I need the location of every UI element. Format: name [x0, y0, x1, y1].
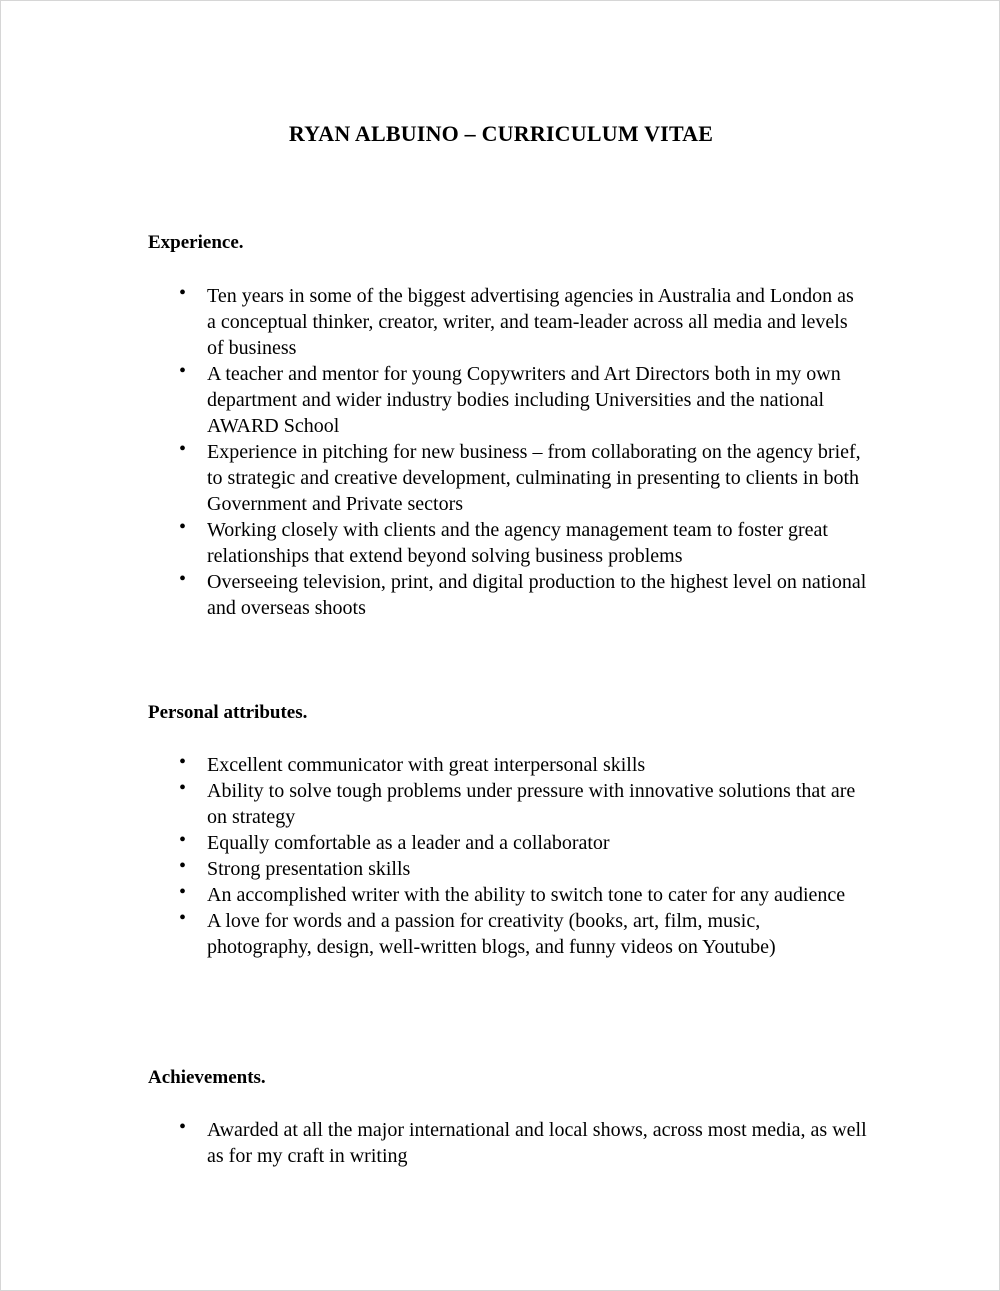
list-item: [179, 438, 867, 517]
list-item-text: Ability to solve tough problems under pressure with innovative solutions that are on strategy: [207, 780, 856, 828]
bullet-icon: •: [179, 829, 187, 851]
bullet-icon: •: [179, 907, 187, 929]
list-item: [179, 568, 867, 621]
list-item: [179, 751, 867, 778]
bullet-icon: •: [179, 568, 187, 590]
list-item: [179, 855, 867, 882]
bullet-icon: •: [179, 751, 187, 773]
bullet-icon: •: [179, 881, 187, 903]
list-item: [179, 829, 867, 856]
experience-heading: Experience.: [148, 232, 244, 253]
list-item-text: A teacher and mentor for young Copywriters and Art Directors both in my own department and wider industry bodies including Universities and the national AWARD School: [207, 363, 841, 437]
document-title: RYAN ALBUINO – CURRICULUM VITAE: [288, 121, 714, 146]
list-item-text: Working closely with clients and the agency management team to foster great relationships that extend beyond solving business problems: [207, 519, 828, 567]
list-item: [179, 1116, 867, 1169]
bullet-icon: •: [179, 438, 187, 460]
list-item-text: Equally comfortable as a leader and a collaborator: [207, 832, 610, 854]
list-item-text: Excellent communicator with great interpersonal skills: [207, 754, 646, 776]
list-item: [179, 516, 867, 569]
list-item: [179, 777, 867, 830]
list-item: [179, 282, 867, 361]
list-item-text: Experience in pitching for new business – from collaborating on the agency brief, to strategic and creative development, culminating in presenting to clients in both Government and Private sectors: [207, 441, 861, 515]
list-item-text: A love for words and a passion for creativity (books, art, film, music, photography, design, well-written blogs, and funny videos on Youtube): [207, 910, 776, 958]
list-item: [179, 360, 867, 439]
list-item: [179, 907, 867, 960]
bullet-icon: •: [179, 282, 187, 304]
list-item-text: Strong presentation skills: [207, 858, 411, 880]
personal-attributes-list: [179, 751, 867, 960]
achievements-list: [179, 1116, 867, 1169]
list-item-text: Ten years in some of the biggest advertising agencies in Australia and London as a conceptual thinker, creator, writer, and team-leader across all media and levels of business: [207, 285, 854, 359]
achievements-heading: Achievements.: [148, 1067, 266, 1088]
bullet-icon: •: [179, 777, 187, 799]
list-item-text: Overseeing television, print, and digital production to the highest level on national and overseas shoots: [207, 571, 867, 619]
list-item-text: An accomplished writer with the ability to switch tone to cater for any audience: [207, 884, 846, 906]
list-item-text: Awarded at all the major international and local shows, across most media, as well as for my craft in writing: [207, 1119, 867, 1167]
personal-attributes-heading: Personal attributes.: [148, 702, 308, 723]
experience-list: [179, 282, 867, 621]
list-item: [179, 881, 867, 908]
bullet-icon: •: [179, 855, 187, 877]
bullet-icon: •: [179, 516, 187, 538]
bullet-icon: •: [179, 360, 187, 382]
bullet-icon: •: [179, 1116, 187, 1138]
